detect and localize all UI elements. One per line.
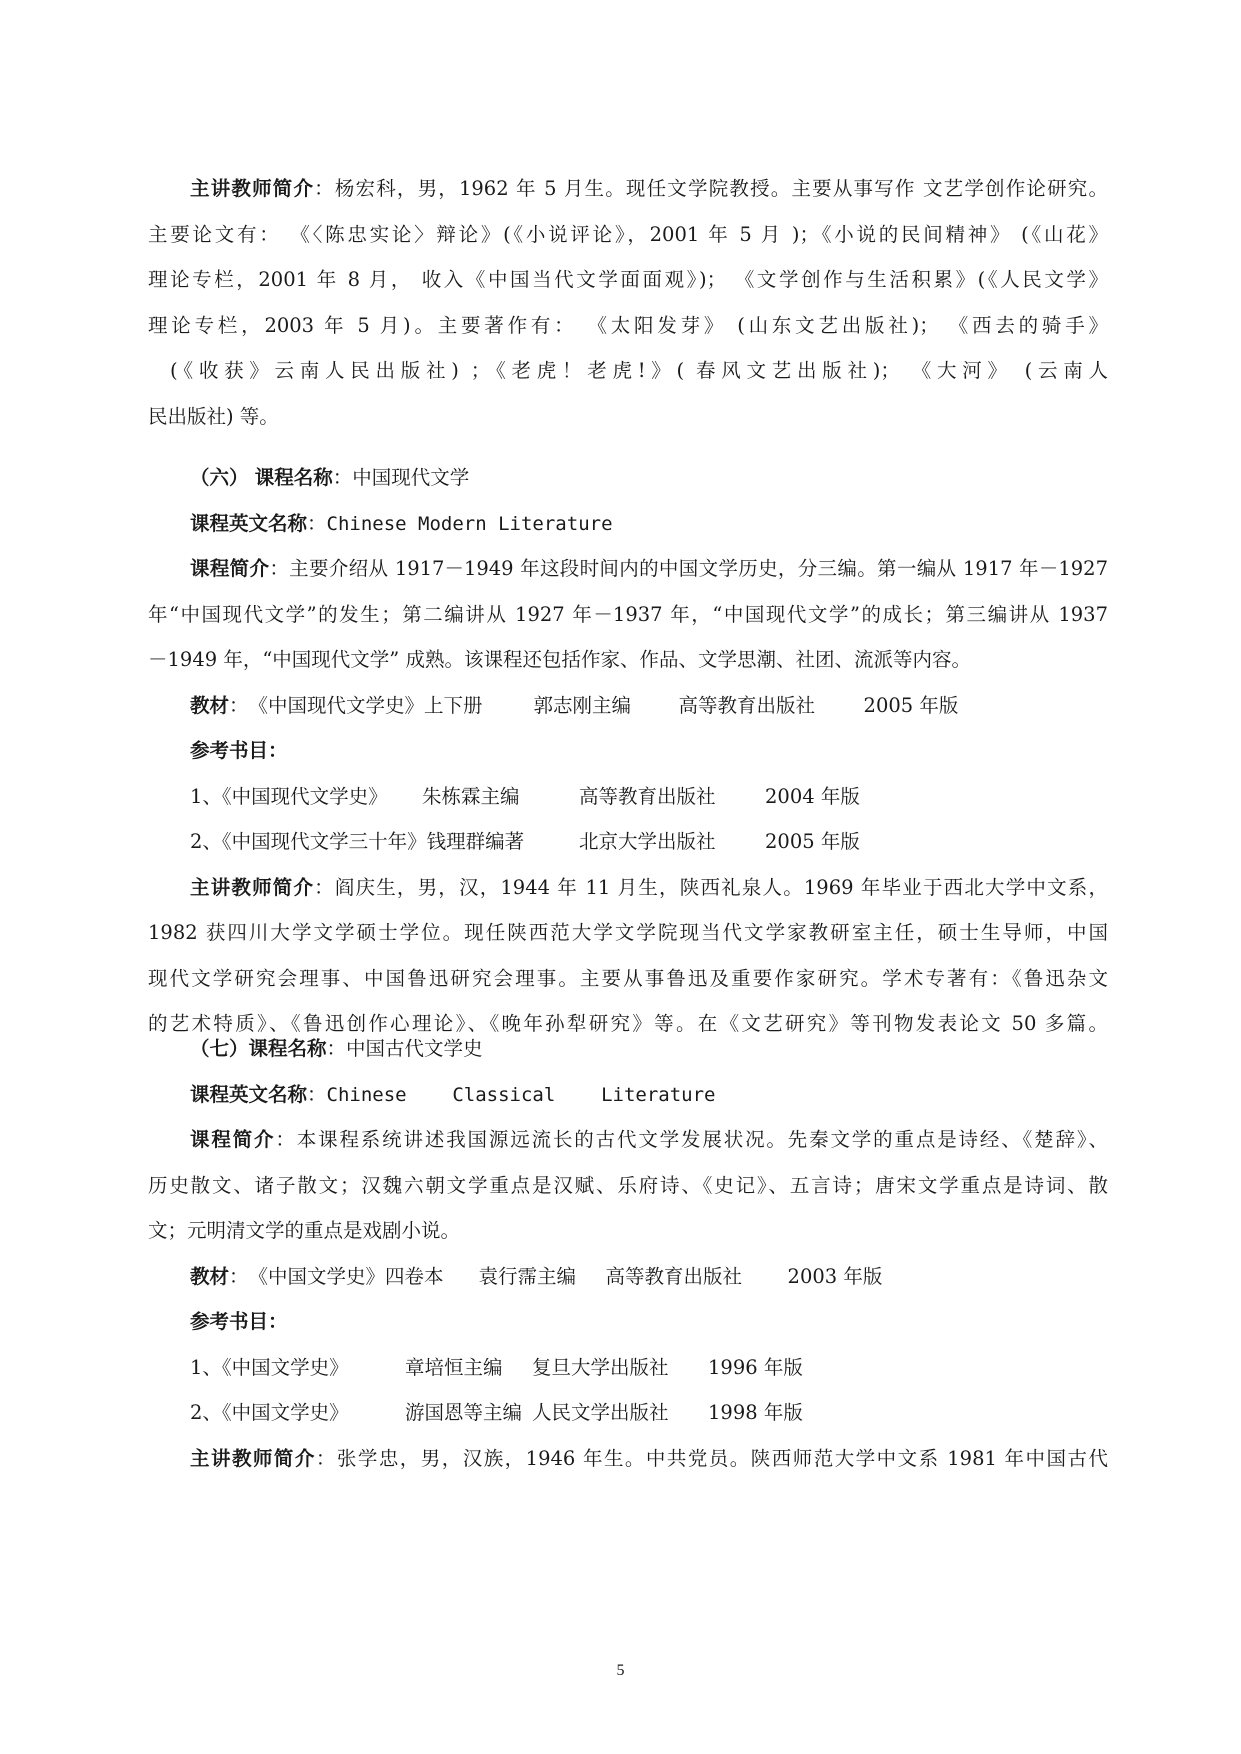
teacher-label: 主讲教师简介 <box>190 177 315 200</box>
course7-textbook: 教材：《中国文学史》四卷本 袁行霈主编 高等教育出版社 2003 年版 <box>190 1264 883 1288</box>
course7-ref-1: 1、《中国文学史》 章培恒主编 复旦大学出版社 1996 年版 <box>190 1355 803 1379</box>
course6-teacher: 主讲教师简介：阎庆生，男，汉，1944 年 11 月生，陕西礼泉人。1969 年毕业于西北大学中文系， <box>190 875 1108 899</box>
course6-en-name: 课程英文名称：Chinese Modern Literature <box>190 511 613 535</box>
course6-ref-2: 2、《中国现代文学三十年》钱理群编著 北京大学出版社 2005 年版 <box>190 830 860 853</box>
course6-intro: 课程简介：主要介绍从 1917－1949 年这段时间内的中国文学历史，分三编。第一编从 1917 年－1927 <box>190 557 1108 580</box>
course7-intro: 课程简介：本课程系统讲述我国源远流长的古代文学发展状况。先秦文学的重点是诗经、《楚辞》、 <box>190 1128 1108 1151</box>
course7-section: （七）课程名称：中国古代文学史 课程英文名称：Chinese Classical Literature 课程简介：本课程系统讲述我国源远流长的古代文学发展状况。先秦文学的重点是诗经、《楚辞》、 历史散文、诸子散文；汉魏六朝文学重点是汉赋、乐府诗、《史记》、五言诗；唐宋文学重点是诗词、散 文；元明清文学的重点是戏剧小说。 教材：《中国文学史》四卷本 袁行霈主编 高等教育出版社 2003 年版 参考书目： 1、《中国文学史》 章培恒主编 复旦大学出版社 1996 年版 2、《中国文学史》 游国恩等主编 人民文学出版社 1998 年版 主讲教师简介：张学忠，男，汉族，1946 年生。中共党员。陕西师范大学中文系 1981 年中国古代 <box>148 1026 1108 1481</box>
course7-en-name: 课程英文名称：Chinese Classical Literature <box>190 1082 716 1106</box>
teacher-bio-yhk: 主讲教师简介：杨宏科，男，1962 年 5 月生。现任文学院教授。主要从事写作 文艺学创作论研究。 主要论文有： 《〈陈忠实论〉辩论》(《小说评论》，2001 年 5 月 )；《小说的民间精神》 (《山花》 理论专栏，2001 年 8 月， 收入《中国当代文学面面观》)； 《文学创作与生活积累》(《人民文学》 理论专栏，2003 年 5 月)。主要著作有： 《太阳发芽》 (山东文艺出版社)； 《西去的骑手》 (《收获》云南人民出版社) ；《老虎！老虎!》( 春风文艺出版社)； 《大河》 (云南人 民出版社) 等。 <box>148 177 1108 428</box>
page-number: 5 <box>616 1662 625 1679</box>
course6-section: （六） 课程名称：中国现代文学 课程英文名称：Chinese Modern Literature 课程简介：主要介绍从 1917－1949 年这段时间内的中国文学历史，分三编。第一编从 1917 年－1927 年“中国现代文学”的发生；第二编讲从 1927 年－1937 年，“中国现代文学”的成长；第三编讲从 1937 －1949 年，“中国现代文学” 成熟。该课程还包括作家、作品、文学思潮、社团、流派等内容。 教材：《中国现代文学史》上下册 郭志刚主编 高等教育出版社 2005 年版 参考书目： 1、《中国现代文学史》 朱栋霖主编 高等教育出版社 2004 年版 2、《中国现代文学三十年》钱理群编著 北京大学出版社 2005 年版 主讲教师简介：阎庆生，男，汉，1944 年 11 月生，陕西礼泉人。1969 年毕业于西北大学中文系， 1982 获四川大学文学硕士学位。现任陕西范大学文学院现当代文学家教研室主任，硕士生导师，中国 现代文学研究会理事、中国鲁迅研究会理事。主要从事鲁迅及重要作家研究。学术专著有：《鲁迅杂文 的艺术特质》、《鲁迅创作心理论》、《晚年孙犁研究》等。在《文艺研究》等刊物发表论文 50 多篇。 <box>148 455 1108 1047</box>
course6-ref-1: 1、《中国现代文学史》 朱栋霖主编 高等教育出版社 2004 年版 <box>190 784 860 808</box>
course7-title: （七）课程名称：中国古代文学史 <box>190 1037 483 1060</box>
course6-textbook: 教材：《中国现代文学史》上下册 郭志刚主编 高等教育出版社 2005 年版 <box>190 693 959 717</box>
course7-ref-2: 2、《中国文学史》 游国恩等主编 人民文学出版社 1998 年版 <box>190 1401 803 1424</box>
course7-teacher: 主讲教师简介：张学忠，男，汉族，1946 年生。中共党员。陕西师范大学中文系 1981 年中国古代 <box>190 1446 1108 1470</box>
course7-refs-label: 参考书目： <box>190 1310 288 1333</box>
course6-refs-label: 参考书目： <box>190 739 288 762</box>
course6-title: （六） 课程名称：中国现代文学 <box>190 466 470 489</box>
